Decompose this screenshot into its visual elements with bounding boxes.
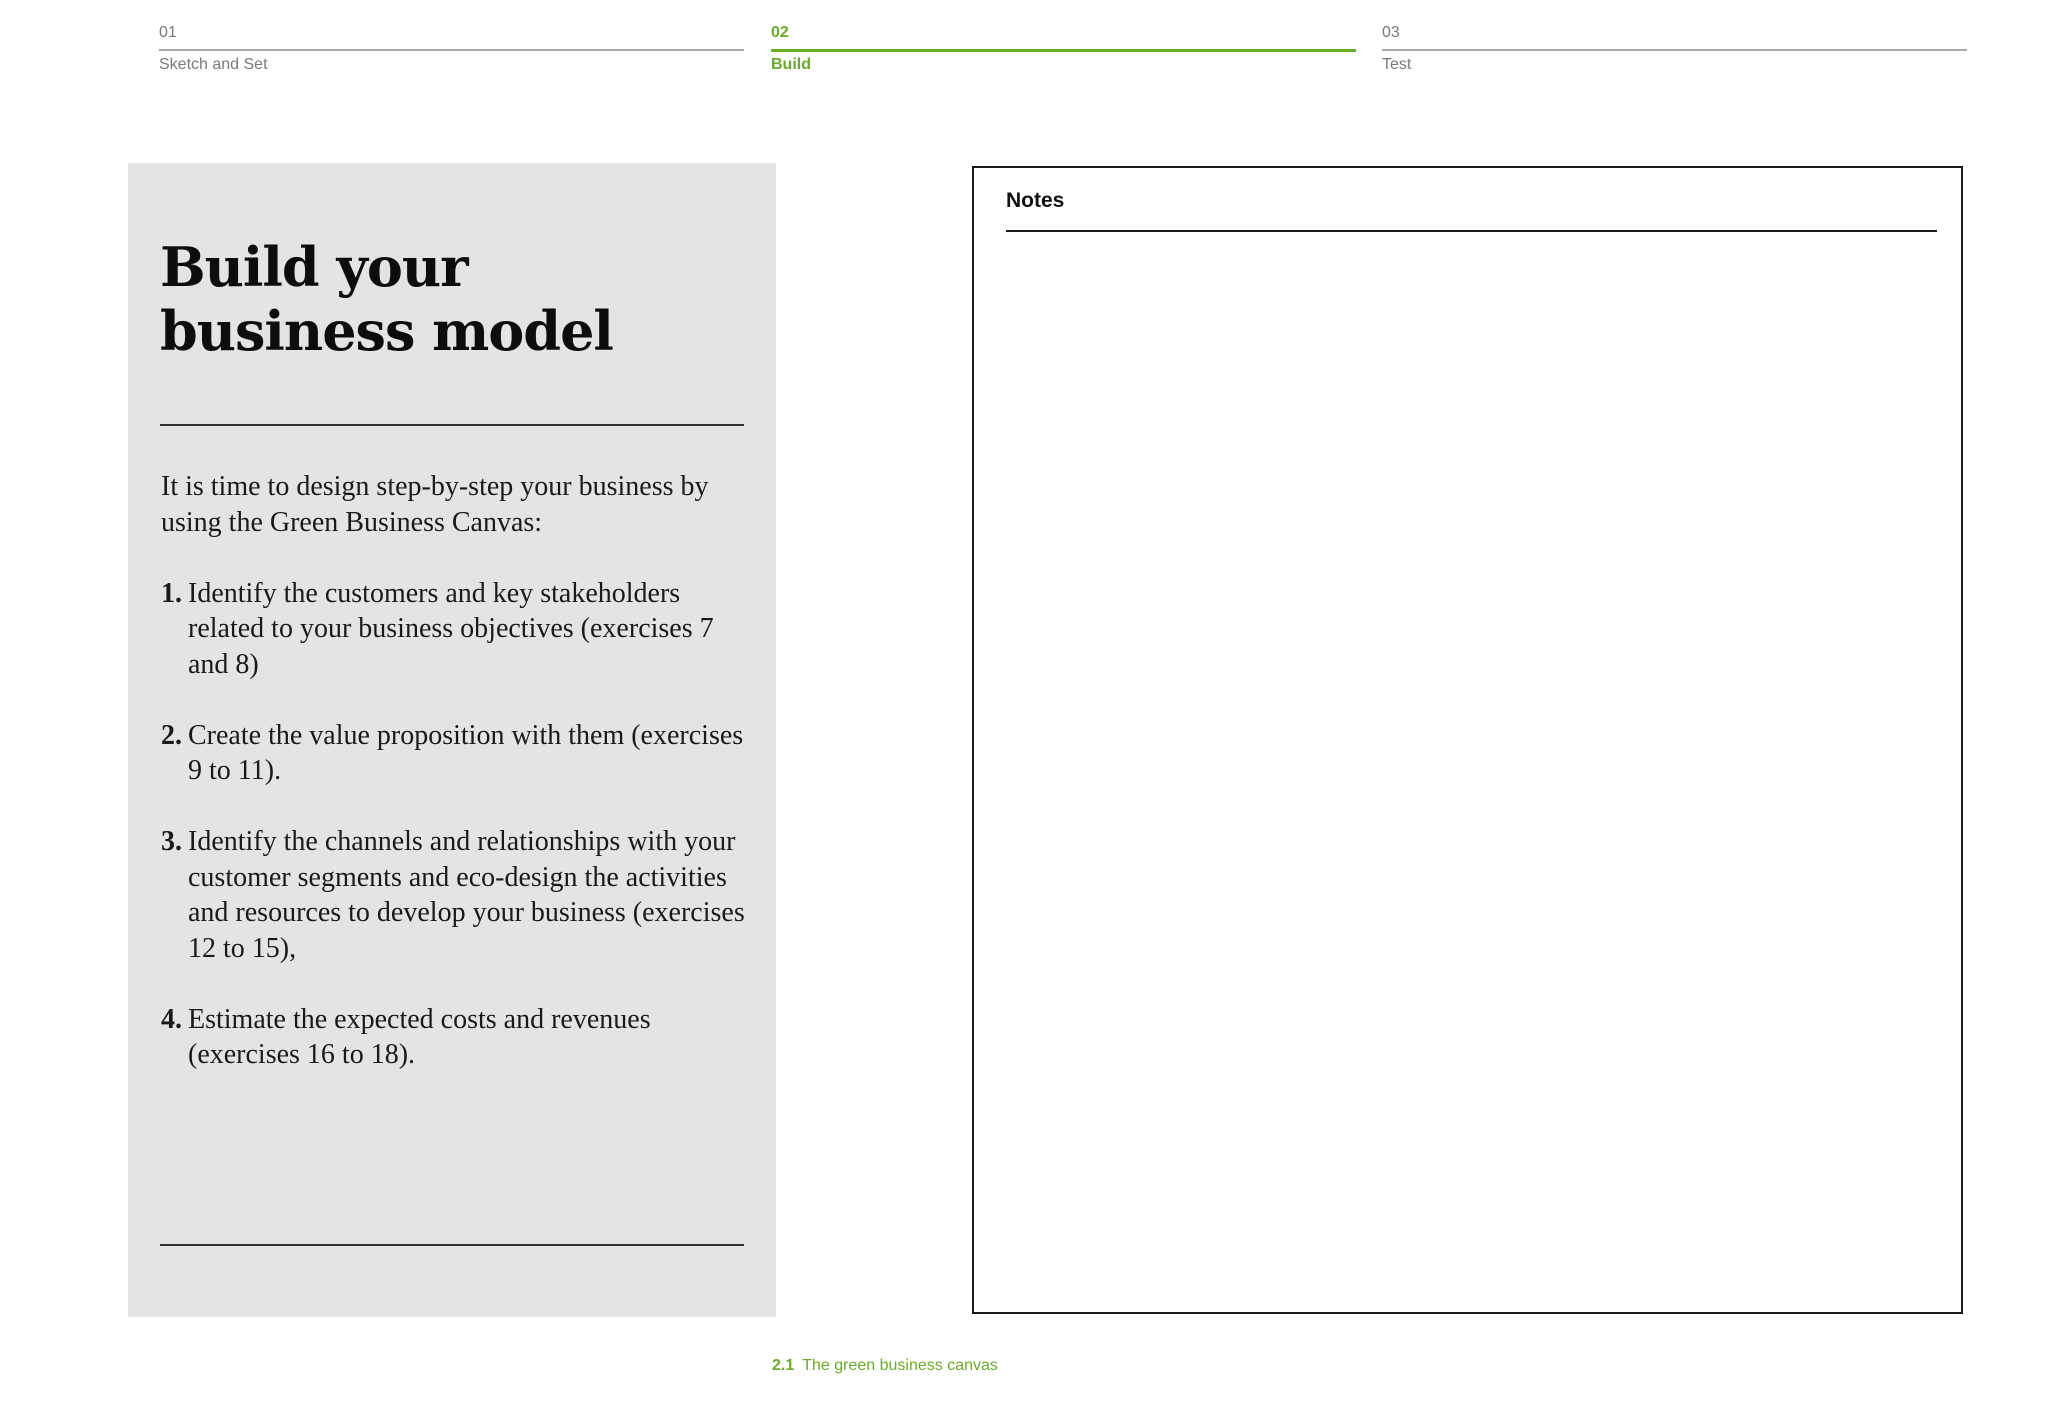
step-label: Sketch and Set (159, 56, 268, 73)
list-item-number: 1. (161, 577, 182, 609)
list-item (161, 1002, 757, 1073)
list-item-number: 2. (161, 719, 182, 751)
intro-text: It is time to design step-by-step your business by using the Green Business Canvas: (161, 471, 709, 538)
step-label: Build (771, 56, 811, 73)
footer-section-title: The green business canvas (802, 1357, 998, 1374)
step-navigation (159, 22, 1967, 82)
step-sketch-and-set[interactable] (159, 22, 744, 82)
step-number: 02 (771, 24, 789, 41)
step-progress-line (1382, 49, 1967, 51)
list-item-number: 4. (161, 1003, 182, 1035)
list-item-text: Identify the customers and key stakeholders related to your business objectives (exercises 7 and 8) (188, 577, 714, 680)
divider-top (160, 424, 744, 426)
step-progress-line (159, 49, 744, 51)
notes-area[interactable] (972, 166, 1963, 1314)
list-item-number: 3. (161, 826, 182, 857)
panel-body (161, 469, 757, 1108)
step-progress-line (771, 49, 1356, 52)
step-test[interactable] (1382, 22, 1967, 82)
step-number: 01 (159, 24, 177, 41)
notes-divider (1006, 230, 1937, 232)
footer-section-number: 2.1 (772, 1357, 795, 1374)
footer (772, 1355, 998, 1377)
notes-title: Notes (1006, 189, 1065, 212)
divider-bottom (160, 1244, 744, 1246)
list-item-text: Create the value proposition with them (exercises 9 to 11). (188, 719, 744, 786)
info-panel (128, 163, 776, 1317)
list-item (161, 718, 757, 789)
list-item-text: Estimate the expected costs and revenues (exercises 16 to 18). (188, 1003, 651, 1070)
list-item (161, 824, 757, 966)
step-number: 03 (1382, 24, 1400, 41)
step-build[interactable] (771, 22, 1356, 82)
instruction-list (161, 576, 757, 1073)
page-title-line-1: Build your (160, 235, 468, 299)
page-title-line-2: business model (160, 299, 613, 363)
step-label: Test (1382, 56, 1412, 73)
list-item (161, 576, 757, 683)
page-title (160, 235, 760, 363)
list-item-text: Identify the channels and relationships with your customer segments and eco-design the activities and resources to develop your business (exercises 12 to 15), (188, 826, 745, 964)
